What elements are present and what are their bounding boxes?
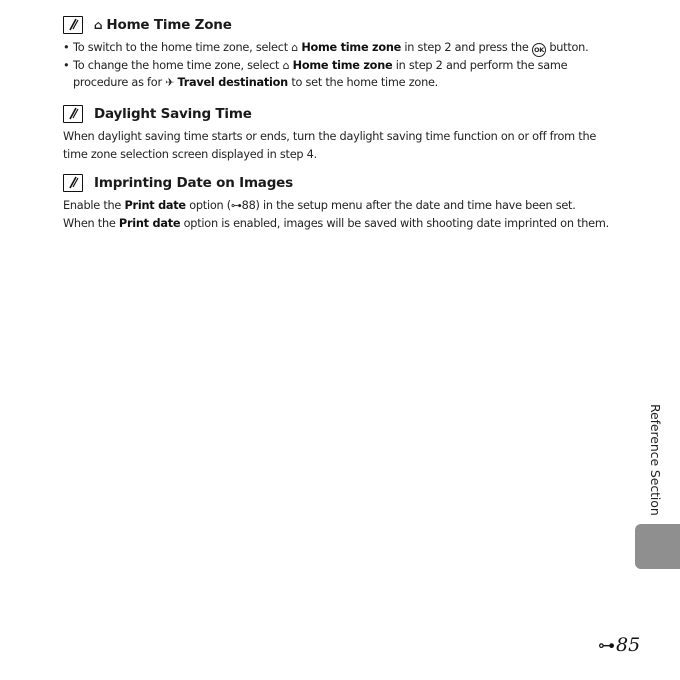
bullet-list [63, 39, 623, 91]
side-tab-label: Reference Section [648, 404, 663, 516]
section-title: Home Time Zone [106, 17, 232, 33]
note-icon [63, 105, 83, 123]
page-number [598, 634, 640, 656]
list-item: • To switch to the home time zone, select ⌂ Home time zone in step 2 and press the OK button. [63, 39, 623, 57]
reference-icon: ⊶ [598, 636, 615, 656]
note-icon [63, 174, 83, 192]
ok-button-icon: OK [532, 43, 546, 57]
daylight-saving-section [63, 105, 623, 164]
home-icon: ⌂ [291, 41, 298, 54]
daylight-saving-heading [63, 105, 623, 127]
menu-term: Print date [124, 199, 186, 212]
list-item: • To change the home time zone, select ⌂ Home time zone in step 2 and perform the same procedure as for ✈ Travel destination to set the home time zone. [63, 59, 568, 89]
home-icon: ⌂ [282, 59, 290, 72]
menu-term: Home time zone [292, 59, 393, 72]
home-icon: ⌂ [94, 18, 103, 32]
menu-term: Travel destination [177, 76, 288, 89]
side-tab [635, 524, 680, 569]
paragraph: When daylight saving time starts or ends, turn the daylight saving time function on or off from the time zone selection screen displayed in step 4. [63, 130, 597, 161]
reference-page: 88 [241, 199, 256, 212]
home-time-zone-heading [63, 16, 623, 38]
paragraph: Enable the Print date option (⊶88) in the setup menu after the date and time have been set. When the Print date option is enabled, images will be saved with shooting date imprinted on them. [63, 199, 609, 230]
airplane-icon: ✈ [165, 76, 175, 89]
section-title: Daylight Saving Time [94, 106, 252, 122]
note-icon [63, 16, 83, 34]
menu-term: Print date [118, 217, 181, 230]
imprinting-heading [63, 174, 623, 196]
page-number-value: 85 [616, 634, 641, 656]
menu-term: Home time zone [301, 41, 402, 54]
home-time-zone-section [63, 16, 623, 91]
reference-icon: ⊶ [230, 199, 242, 212]
section-title: Imprinting Date on Images [94, 175, 293, 191]
imprinting-section [63, 174, 623, 233]
